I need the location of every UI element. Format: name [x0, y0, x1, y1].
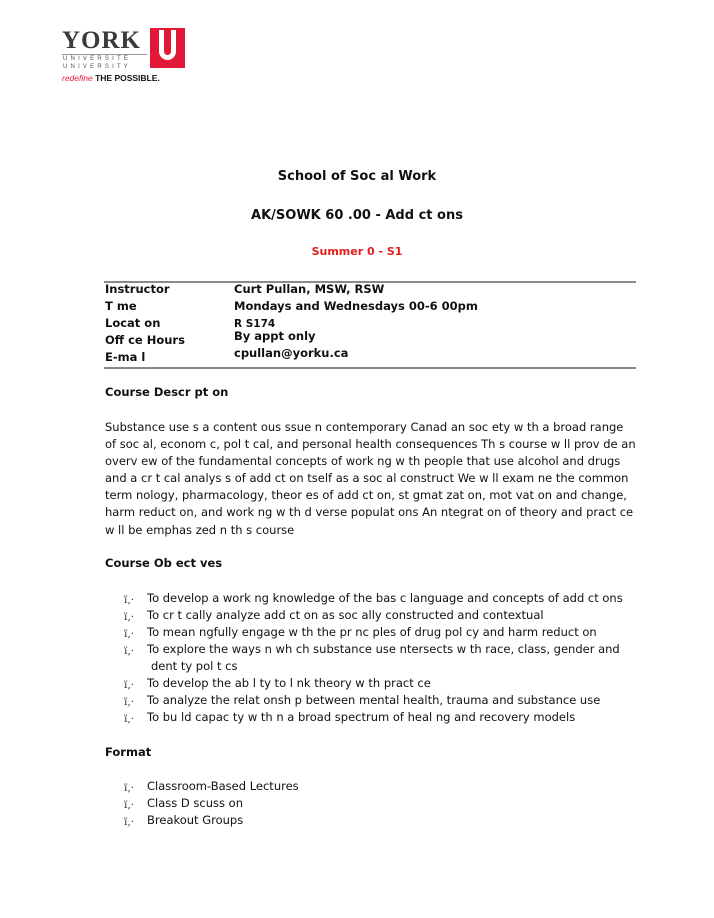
description-line: harm reduct on, and work ng w th d verse populat ons An ntegrat on of theory and pract ce — [105, 505, 634, 520]
description-line: overv ew of the fundamental concepts of work ng w th people that use alcohol and drugs — [105, 454, 621, 469]
bullet-icon: ï‚· — [124, 611, 135, 623]
logo-university: UNIVERSITY — [63, 64, 132, 70]
logo-tagline: redefine THE POSSIBLE. — [62, 73, 160, 83]
format-heading: Format — [105, 745, 152, 759]
email-value: cpullan@yorku.ca — [234, 346, 349, 360]
description-line: term nology, pharmacology, theor es of add ct on, st gmat zat on, mot vat on and change, — [105, 488, 627, 503]
bullet-icon: ï‚· — [124, 816, 135, 828]
email-label: E-ma l — [105, 350, 146, 364]
bullet-icon: ï‚· — [124, 713, 135, 725]
description-paragraph — [105, 419, 636, 539]
list-item: ï‚· To explore the ways n wh ch substance use ntersects w th race, class, gender and dent ty pol t cs — [124, 642, 620, 673]
objectives-list — [124, 590, 623, 726]
course-title: AK/SOWK 60 .00 - Add ct ons — [251, 208, 463, 223]
format-list — [124, 778, 299, 829]
list-item: ï‚· Breakout Groups — [124, 812, 299, 829]
logo-wordmark: YORK — [62, 27, 141, 54]
term-label: Summer 0 - S1 — [311, 245, 403, 258]
bullet-icon: ï‚· — [124, 799, 135, 811]
list-item: ï‚· To develop a work ng knowledge of the bas c language and concepts of add ct ons — [124, 590, 623, 607]
instructor-label: Instructor — [105, 282, 170, 296]
school-title: School of Soc al Work — [277, 169, 437, 184]
description-line: Substance use s a content ous ssue n contemporary Canad an soc ety w th a broad range — [105, 420, 624, 434]
time-label: T me — [105, 299, 137, 313]
time-value: Mondays and Wednesdays 00-6 00pm — [234, 299, 478, 313]
list-item: ï‚· To cr t cally analyze add ct on as soc ally constructed and contextual — [124, 607, 623, 624]
list-item: ï‚· To mean ngfully engage w th the pr nc ples of drug pol cy and harm reduct on — [124, 624, 623, 641]
york-university-logo — [62, 28, 192, 86]
list-item: ï‚· To bu ld capac ty w th n a broad spectrum of heal ng and recovery models — [124, 709, 623, 726]
list-item: ï‚· Classroom-Based Lectures — [124, 778, 299, 795]
list-item: ï‚· To develop the ab l ty to l nk theory w th pract ce — [124, 675, 623, 692]
list-item: ï‚· To analyze the relat onsh p between mental health, trauma and substance use — [124, 692, 623, 709]
bullet-icon: ï‚· — [124, 594, 135, 606]
bullet-icon: ï‚· — [124, 679, 135, 691]
description-line: w ll be emphas zed n th s course — [105, 522, 295, 537]
instructor-value: Curt Pullan, MSW, RSW — [234, 282, 385, 296]
bullet-icon: ï‚· — [124, 782, 135, 794]
office-hours-value: By appt only — [234, 329, 316, 343]
bullet-icon: ï‚· — [124, 696, 135, 708]
logo-universite: UNIVERSITÉ — [63, 56, 132, 62]
description-line: of soc al, econom c, pol t cal, and personal health consequences Th s course w ll prov de an — [105, 437, 636, 452]
description-line: and a cr t cal analys s of add ct on tself as a soc al construct We w ll exam ne the common — [105, 471, 629, 486]
office-hours-label: Off ce Hours — [105, 333, 185, 347]
location-value: R S174 — [234, 318, 276, 330]
objectives-heading: Course Ob ect ves — [105, 556, 223, 570]
list-item: ï‚· Class D scuss on — [124, 795, 299, 812]
location-label: Locat on — [105, 316, 161, 330]
bullet-icon: ï‚· — [124, 645, 135, 657]
logo-rule — [62, 54, 147, 55]
description-heading: Course Descr pt on — [105, 385, 229, 399]
bullet-icon: ï‚· — [124, 628, 135, 640]
info-bottom-rule — [104, 367, 636, 369]
logo-u-mark — [150, 28, 185, 68]
